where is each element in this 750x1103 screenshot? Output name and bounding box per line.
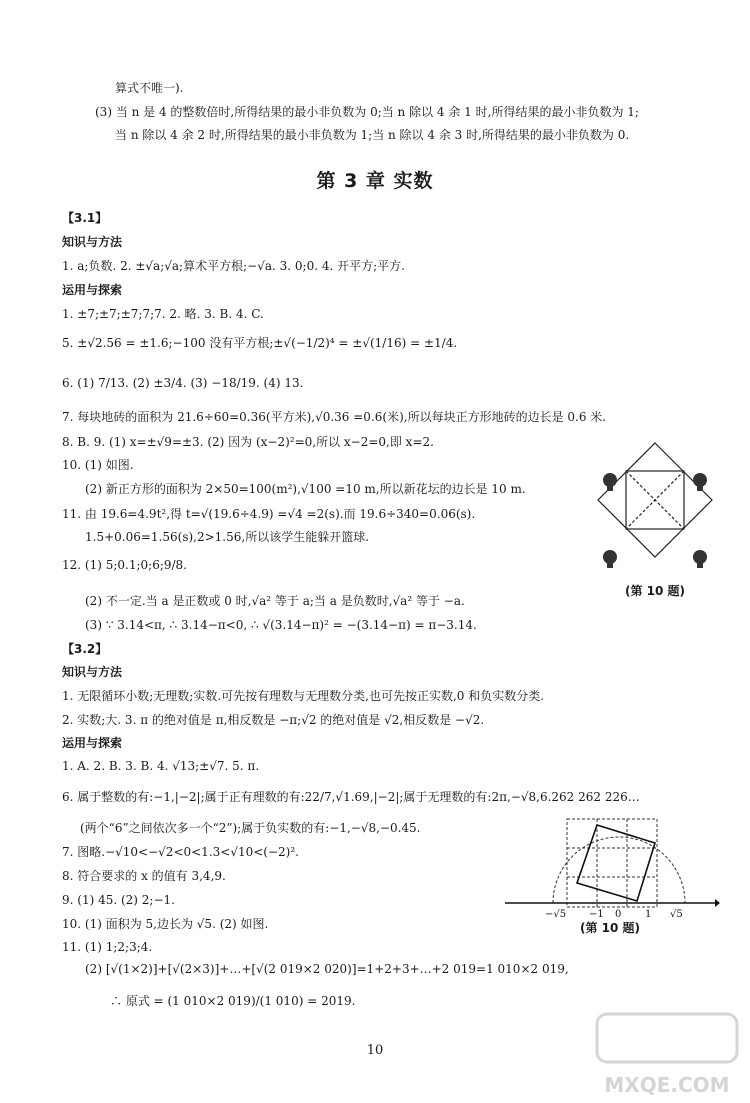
answer-line: 11. 由 19.6=4.9t²,得 t=√(19.6÷4.9) =√4 =2(s).而 19.6÷340=0.06(s). <box>62 507 476 521</box>
page-number: 10 <box>366 1043 384 1058</box>
tilted-square <box>577 825 655 901</box>
answer-line: ∴ 原式 = (1 010×2 019)/(1 010) = 2019. <box>110 994 356 1008</box>
answer-line: 1. 无限循环小数;无理数;实数.可先按有理数与无理数分类,也可先按正实数,0 和负实数分类. <box>62 689 545 703</box>
text-line: 当 n 除以 4 余 2 时,所得结果的最小非负数为 1;当 n 除以 4 余 3 时,所得结果的最小非负数为 0. <box>115 128 630 142</box>
answer-line: 7. 图略.−√10<−√2<0<1.3<√10<(−2)². <box>62 845 299 859</box>
answer-line: 8. 符合要求的 x 的值有 3,4,9. <box>62 869 226 883</box>
watermark-logo <box>592 1004 742 1099</box>
answer-line: (3) ∵ 3.14<π, ∴ 3.14−π<0, ∴ √(3.14−π)² = −(3.14−π) = π−3.14. <box>85 618 477 632</box>
section-heading: 【3.1】 <box>62 211 108 225</box>
chapter-title: 第 3 章 实数 <box>316 170 434 192</box>
tree-icon <box>693 550 707 568</box>
figure-number-line-sqrt5 <box>505 815 720 920</box>
answer-line: 6. 属于整数的有:−1,|−2|;属于正有理数的有:22/7,√1.69,|−2|;属于无理数的有:2π,−√8,6.262 262 226… <box>62 790 640 804</box>
figure-garden-square <box>590 435 720 585</box>
answer-line: 1. ±7;±7;±7;7;7. 2. 略. 3. B. 4. C. <box>62 307 264 321</box>
answer-line: 8. B. 9. (1) x=±√9=±3. (2) 因为 (x−2)²=0,所以 x−2=0,即 x=2. <box>62 435 434 449</box>
text-line: 算式不唯一). <box>115 81 184 95</box>
tree-icon <box>693 473 707 491</box>
answer-line: 1. a;负数. 2. ±√a;√a;算术平方根;−√a. 3. 0;0. 4. 开平方;平方. <box>62 259 405 273</box>
axis-label: √5 <box>670 909 683 920</box>
answer-line: (2) [√(1×2)]+[√(2×3)]+…+[√(2 019×2 020)]=1+2+3+…+2 019=1 010×2 019, <box>85 962 569 976</box>
subsection-heading: 运用与探索 <box>62 283 123 297</box>
answer-line: 7. 每块地砖的面积为 21.6÷60=0.36(平方米),√0.36 =0.6(米),所以每块正方形地砖的边长是 0.6 米. <box>62 410 607 424</box>
answer-line: 9. (1) 45. (2) 2;−1. <box>62 893 175 907</box>
tree-icon <box>603 550 617 568</box>
answer-line: 10. (1) 如图. <box>62 458 134 472</box>
answer-line: 2. 实数;大. 3. π 的绝对值是 π,相反数是 −π;√2 的绝对值是 √2,相反数是 −√2. <box>62 713 485 727</box>
answer-line: (两个“6”之间依次多一个“2”);属于负实数的有:−1,−√8,−0.45. <box>80 821 421 835</box>
answer-line: 1. A. 2. B. 3. B. 4. √13;±√7. 5. π. <box>62 759 260 773</box>
answer-line: 6. (1) 7/13. (2) ±3/4. (3) −18/19. (4) 13. <box>62 376 304 390</box>
tree-icon <box>603 473 617 491</box>
answer-line: 12. (1) 5;0.1;0;6;9/8. <box>62 558 187 572</box>
axis-label: 0 <box>615 909 622 920</box>
answer-line: 1.5+0.06=1.56(s),2>1.56,所以该学生能躲开篮球. <box>85 530 370 544</box>
figure-caption: (第 10 题) <box>580 921 641 935</box>
answer-line: (2) 新正方形的面积为 2×50=100(m²),√100 =10 m,所以新花坛的边长是 10 m. <box>85 482 526 496</box>
figure-caption: (第 10 题) <box>625 584 686 598</box>
subsection-heading: 知识与方法 <box>62 665 123 679</box>
answer-line: 5. ±√2.56 = ±1.6;−100 没有平方根;±√(−1/2)⁴ = ±√(1/16) = ±1/4. <box>62 336 458 350</box>
axis-label: 1 <box>645 909 652 920</box>
axis-label: −√5 <box>545 909 567 920</box>
axis-label: −1 <box>589 909 604 920</box>
answer-line: 10. (1) 面积为 5,边长为 √5. (2) 如图. <box>62 917 269 931</box>
subsection-heading: 知识与方法 <box>62 235 123 249</box>
svg-text:MXQE.COM: MXQE.COM <box>604 1073 730 1097</box>
arrow-icon <box>715 899 720 907</box>
answer-line: 11. (1) 1;2;3;4. <box>62 940 153 954</box>
answer-line: (2) 不一定.当 a 是正数或 0 时,√a² 等于 a;当 a 是负数时,√a² 等于 −a. <box>85 594 465 608</box>
section-heading: 【3.2】 <box>62 642 108 656</box>
text-line: (3) 当 n 是 4 的整数倍时,所得结果的最小非负数为 0;当 n 除以 4 余 1 时,所得结果的最小非负数为 1; <box>95 105 639 119</box>
subsection-heading: 运用与探索 <box>62 736 123 750</box>
